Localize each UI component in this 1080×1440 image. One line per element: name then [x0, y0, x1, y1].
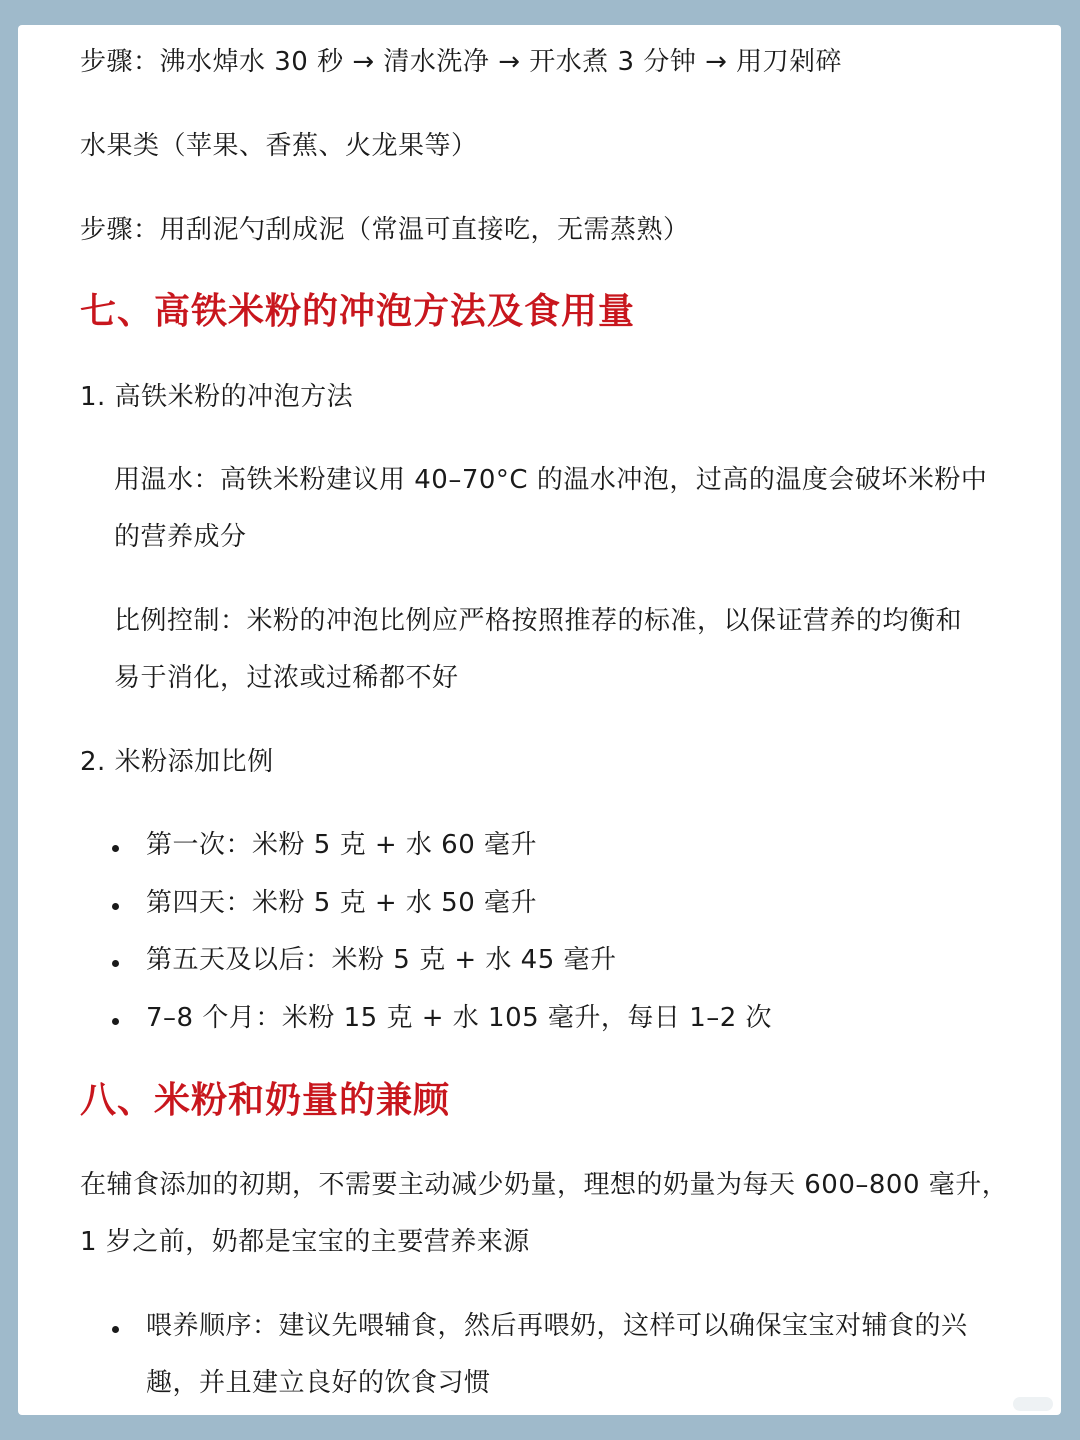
- ratio-paragraph-line-1: 比例控制：米粉的冲泡比例应严格按照推荐的标准，以保证营养的均衡和: [114, 606, 963, 636]
- bullet-dot: [112, 845, 119, 852]
- milk-paragraph-line-1: 在辅食添加的初期，不需要主动减少奶量，理想的奶量为每天 600–800 毫升，: [80, 1170, 1009, 1200]
- bullet-dot: [112, 1326, 119, 1333]
- section-7-subheading-1: 1. 高铁米粉的冲泡方法: [80, 382, 354, 412]
- milk-paragraph-line-2: 1 岁之前，奶都是宝宝的主要营养来源: [80, 1227, 530, 1257]
- ratio-list-item: 第一次：米粉 5 克 + 水 60 毫升: [146, 830, 537, 860]
- fruit-category-line: 水果类（苹果、香蕉、火龙果等）: [80, 131, 478, 161]
- corner-watermark: [1013, 1397, 1053, 1411]
- warm-water-paragraph-line-1: 用温水：高铁米粉建议用 40–70°C 的温水冲泡，过高的温度会破坏米粉中: [114, 465, 988, 495]
- feeding-order-line-1: 喂养顺序：建议先喂辅食，然后再喂奶，这样可以确保宝宝对辅食的兴: [146, 1311, 968, 1341]
- bullet-dot: [112, 903, 119, 910]
- ratio-list-item: 第四天：米粉 5 克 + 水 50 毫升: [146, 888, 537, 918]
- fruit-steps-line: 步骤：用刮泥勺刮成泥（常温可直接吃，无需蒸熟）: [80, 215, 690, 245]
- ratio-list-item: 第五天及以后：米粉 5 克 + 水 45 毫升: [146, 945, 617, 975]
- section-7-heading: 七、高铁米粉的冲泡方法及食用量: [80, 290, 636, 332]
- bullet-dot: [112, 1018, 119, 1025]
- veg-steps-line: 步骤：沸水焯水 30 秒 → 清水洗净 → 开水煮 3 分钟 → 用刀剁碎: [80, 47, 843, 77]
- warm-water-paragraph-line-2: 的营养成分: [114, 522, 247, 552]
- ratio-paragraph-line-2: 易于消化，过浓或过稀都不好: [114, 663, 459, 693]
- section-8-heading: 八、米粉和奶量的兼顾: [80, 1079, 451, 1121]
- ratio-list-item: 7–8 个月：米粉 15 克 + 水 105 毫升，每日 1–2 次: [146, 1003, 773, 1033]
- feeding-order-line-2: 趣，并且建立良好的饮食习惯: [146, 1368, 491, 1398]
- bullet-dot: [112, 960, 119, 967]
- section-7-subheading-2: 2. 米粉添加比例: [80, 747, 274, 777]
- content-card: [18, 25, 1061, 1415]
